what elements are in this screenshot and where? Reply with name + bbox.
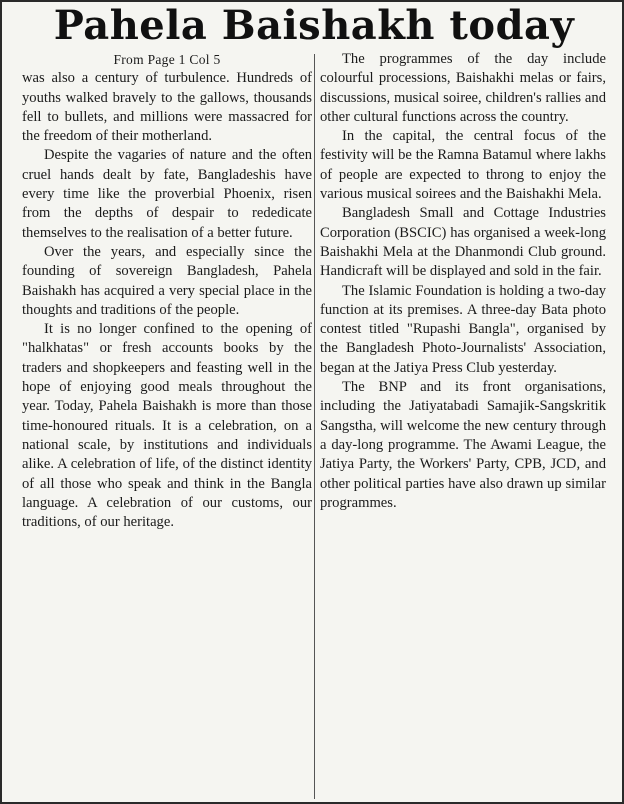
column-rule [314,54,315,799]
paragraph: Bangladesh Small and Cottage Industries Corporation (BSCIC) has organised a week-long Baishakhi Mela at the Dhanmondi Club ground. Handicraft will be displayed and sold in the fair. [320,205,606,280]
paragraph: Over the years, and especially since the founding of sovereign Bangladesh, Pahela Baishakh has acquired a very special place in the thoughts and traditions of the people. [22,243,312,318]
paragraph: Despite the vagaries of nature and the often cruel hands dealt by fate, Bangladeshis have every time like the proverbial Phoenix, risen from the depths of despair to rededicate themselves to the realisation of a better future. [22,147,312,241]
article-column-left [22,50,312,532]
paragraph: It is no longer confined to the opening of "halkhatas" or fresh accounts books by the traders and shopkeepers and feasting well in the hope of enjoying good meals throughout the year. Today, Pahela Baishakh is more than those time-honoured rituals. It is a celebration, on a national scale, by institutions and individuals alike. A celebration of life, of the distinct identity of all those who speak and think in the Bangla language. A celebration of our customs, our traditions, of our heritage. [22,321,312,531]
paragraph: The programmes of the day include colourful processions, Baishakhi melas or fairs, discussions, musical soiree, children's rallies and other cultural functions across the country. [320,51,606,125]
headline: Pahela Baishakh today [53,2,575,49]
article-column-right [320,50,606,513]
continuation-line: From Page 1 Col 5 [113,52,221,67]
paragraph: The BNP and its front organisations, including the Jatiyatabadi Samajik-Sangskritik Sangstha, will welcome the new century through a day-long programme. The Awami League, the Jatiya Party, the Workers' Party, CPB, JCD, and other political parties have also drawn up similar programmes. [320,379,606,511]
paragraph: In the capital, the central focus of the festivity will be the Ramna Batamul where lakhs of people are expected to throng to enjoy the various musical soirees and the Baishakhi Mela. [320,128,606,203]
paragraph: was also a century of turbulence. Hundreds of youths walked bravely to the gallows, thousands fell to bullets, and millions were massacred for the freedom of their motherland. [22,70,312,145]
paragraph: The Islamic Foundation is holding a two-day function at its premises. A three-day Bata photo contest titled "Rupashi Bangla", organised by the Bangladesh Photo-Journalists' Association, began at the Jatiya Press Club yesterday. [320,282,606,376]
